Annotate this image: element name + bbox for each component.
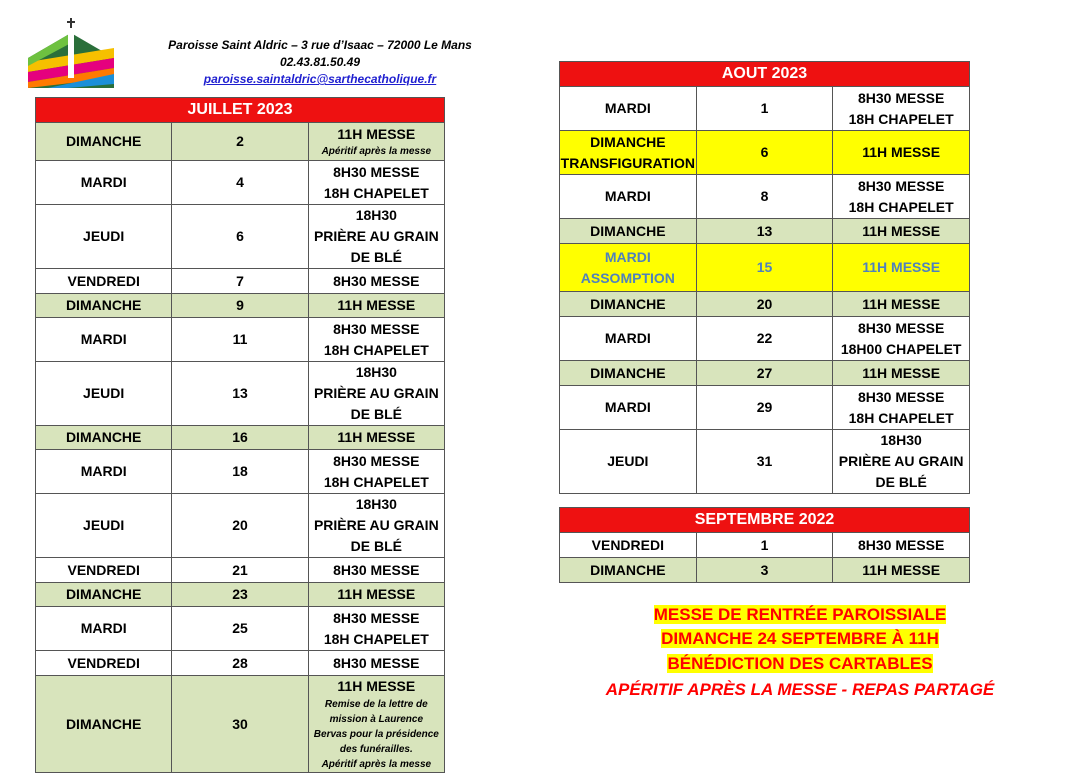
table-row: DIMANCHE 30 11H MESSE Remise de la lettre de mission à Laurence Bervas pour la présidence des funérailles. Apéritif après la messe [36, 676, 445, 773]
table-row: MARDI 8 8H30 MESSE 18H CHAPELET [560, 175, 970, 219]
table-row: MARDI ASSOMPTION 15 11H MESSE [560, 244, 970, 292]
table-row: MARDI 22 8H30 MESSE 18H00 CHAPELET [560, 317, 970, 361]
table-row: MARDI 4 8H30 MESSE 18H CHAPELET [36, 161, 445, 205]
july-schedule-table [35, 97, 445, 773]
parish-logo [28, 18, 114, 88]
table-row: VENDREDI 21 8H30 MESSE [36, 558, 445, 583]
table-row: VENDREDI 1 8H30 MESSE [560, 533, 970, 558]
table-row: DIMANCHE 13 11H MESSE [560, 219, 970, 244]
table-row: MARDI 29 8H30 MESSE 18H CHAPELET [560, 386, 970, 430]
table-row: DIMANCHE 16 11H MESSE [36, 426, 445, 450]
table-row: VENDREDI 7 8H30 MESSE [36, 269, 445, 294]
table-row: JEUDI 6 18H30 PRIÈRE AU GRAIN DE BLÉ [36, 205, 445, 269]
table-row: DIMANCHE 9 11H MESSE [36, 294, 445, 318]
announcement-line-1: MESSE DE RENTRÉE PAROISSIALE [653, 605, 947, 624]
table-row: DIMANCHE 20 11H MESSE [560, 292, 970, 317]
table-title: AOUT 2023 [560, 62, 970, 87]
august-schedule-table [559, 61, 970, 494]
september-schedule-table [559, 507, 970, 583]
parish-email-link[interactable]: paroisse.saintaldric@sarthecatholique.fr [203, 72, 437, 86]
announcement-line-3: BÉNÉDICTION DES CARTABLES [667, 654, 933, 673]
parish-phone: 02.43.81.50.49 [279, 55, 361, 69]
parish-address: Paroisse Saint Aldric – 3 rue d’Isaac – 72000 Le Mans [168, 38, 472, 52]
table-row: MARDI 1 8H30 MESSE 18H CHAPELET [560, 87, 970, 131]
table-row: JEUDI 31 18H30 PRIÈRE AU GRAIN DE BLÉ [560, 430, 970, 494]
announcement-line-2: DIMANCHE 24 SEPTEMBRE À 11H [661, 629, 939, 648]
announcement-line-4: APÉRITIF APRÈS LA MESSE - REPAS PARTAGÉ [605, 680, 995, 699]
table-row: DIMANCHE 27 11H MESSE [560, 361, 970, 386]
table-row: MARDI 11 8H30 MESSE 18H CHAPELET [36, 318, 445, 362]
table-row: DIMANCHE TRANSFIGURATION 6 11H MESSE [560, 131, 970, 175]
table-row: VENDREDI 28 8H30 MESSE [36, 651, 445, 676]
table-row: JEUDI 13 18H30 PRIÈRE AU GRAIN DE BLÉ [36, 362, 445, 426]
table-row: MARDI 18 8H30 MESSE 18H CHAPELET [36, 450, 445, 494]
table-title: JUILLET 2023 [36, 98, 445, 123]
table-title: SEPTEMBRE 2022 [560, 508, 970, 533]
table-row: JEUDI 20 18H30 PRIÈRE AU GRAIN DE BLÉ [36, 494, 445, 558]
table-row: MARDI 25 8H30 MESSE 18H CHAPELET [36, 607, 445, 651]
table-row: DIMANCHE 2 11H MESSE Apéritif après la messe [36, 123, 445, 161]
table-row: DIMANCHE 3 11H MESSE [560, 558, 970, 583]
table-row: DIMANCHE 23 11H MESSE [36, 583, 445, 607]
